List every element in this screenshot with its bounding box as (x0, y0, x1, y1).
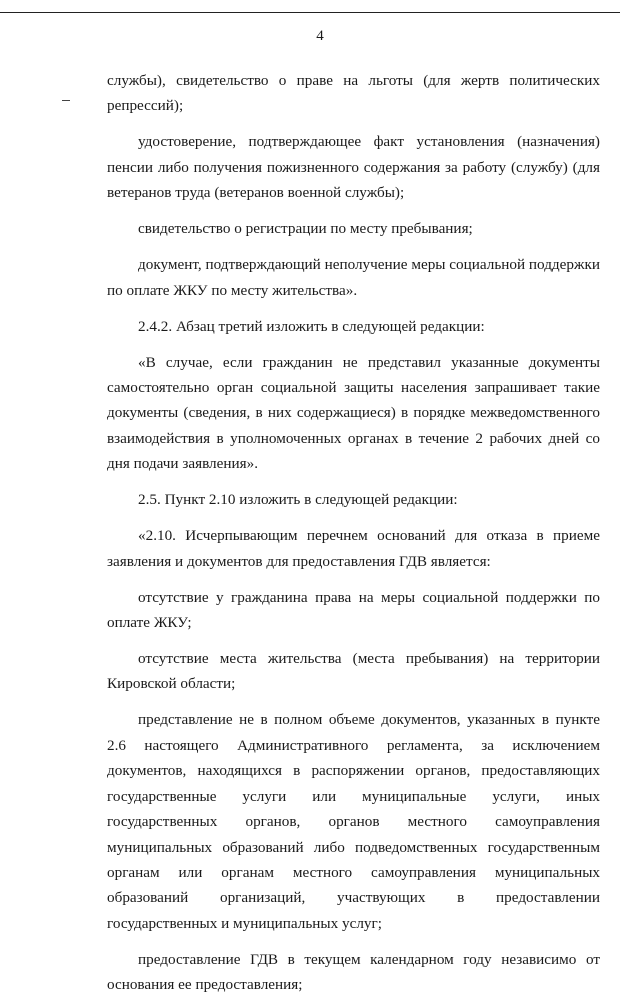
paragraph: удостоверение, подтверждающее факт установления (назначения) пенсии либо получения пожизненного содержания за работу (службу) (для ветеранов труда (ветеранов военной службы); (107, 133, 600, 202)
paragraph: «В случае, если гражданин не представил указанные документы самостоятельно орган социальной защиты населения запрашивает такие документы (сведения, в них содержащиеся) в порядке межведомственного взаимодействия в уполномоченных органах в течение 2 рабочих дней со дня подачи заявления». (107, 353, 600, 473)
paragraph: «2.10. Исчерпывающим перечнем оснований для отказа в приеме заявления и документов для предоставления ГДВ является: (107, 527, 600, 570)
paragraph: 2.4.2. Абзац третий изложить в следующей редакции: (138, 317, 485, 335)
paragraph: предоставление ГДВ в текущем календарном году независимо от основания ее предоставления; (107, 950, 600, 994)
body-text (107, 68, 600, 1008)
paragraph: службы), свидетельство о праве на льготы (для жертв политических репрессий); (107, 72, 600, 115)
paragraph: отсутствие места жительства (места пребывания) на территории Кировской области; (107, 650, 600, 693)
paragraph: 2.5. Пункт 2.10 изложить в следующей редакции: (138, 491, 458, 509)
margin-mark (62, 100, 70, 101)
page-number: 4 (316, 28, 324, 44)
paragraph: документ, подтверждающий неполучение меры социальной поддержки по оплате ЖКУ по месту жительства». (107, 256, 600, 299)
paragraph: представление не в полном объеме документов, указанных в пункте 2.6 настоящего Административного регламента, за исключением документов, находящихся в распоряжении органов, предоставляющих государственные услуги или муниципальные услуги, иных государственных органов, органов местного самоуправления муниципальных образований либо подведомственных государственным органам или органам местного самоуправления муниципальных образований организаций, участвующих в предоставлении государственных и муниципальных услуг; (107, 711, 600, 932)
top-border-line (0, 12, 620, 13)
paragraph: отсутствие у гражданина права на меры социальной поддержки по оплате ЖКУ; (107, 588, 600, 632)
paragraph: свидетельство о регистрации по месту пребывания; (138, 220, 473, 238)
